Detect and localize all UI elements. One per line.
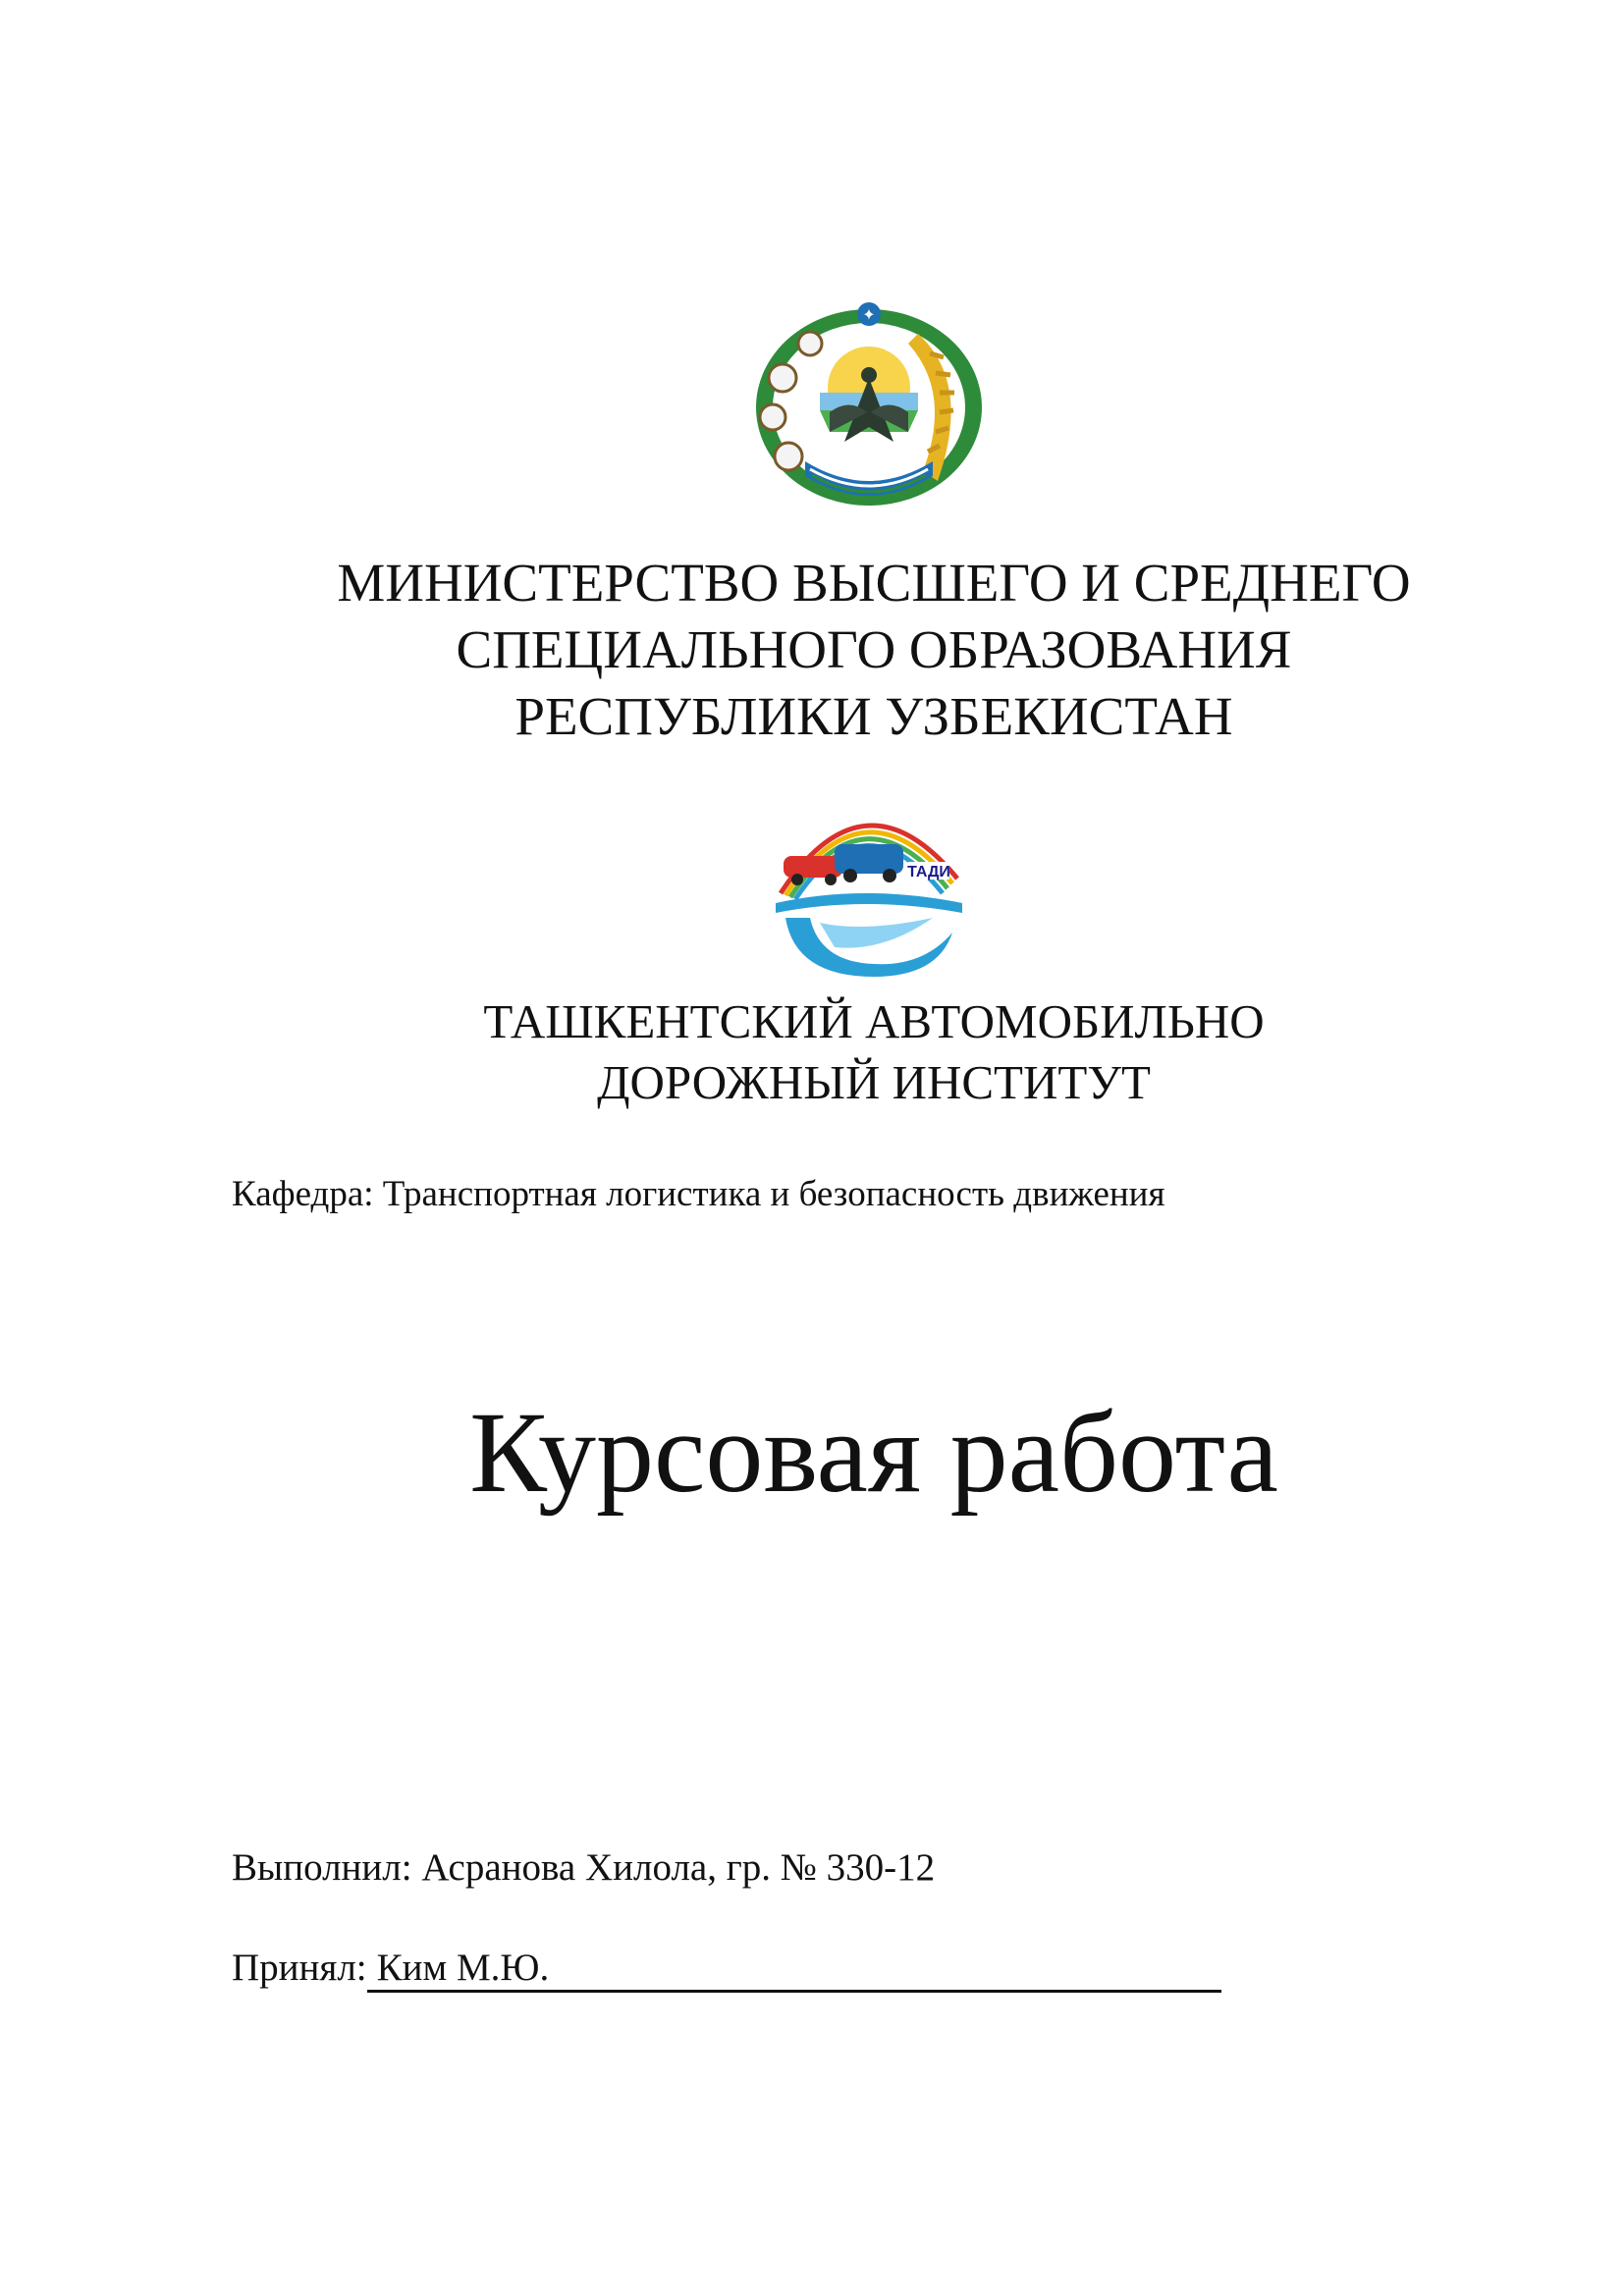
department-line: Кафедра: Транспортная логистика и безопасность движения <box>232 1174 1165 1214</box>
accepted-name: Ким М.Ю. <box>367 1946 1221 1993</box>
performer-line: Выполнил: Асранова Хилола, гр. № 330-12 <box>232 1846 936 1889</box>
institute-logo-icon <box>766 785 967 982</box>
ministry-line-3: РЕСПУБЛИКИ УЗБЕКИСТАН <box>514 686 1233 746</box>
document-title: Курсовая работа <box>469 1388 1278 1517</box>
institute-logo-text: ТАДИ <box>907 864 950 881</box>
accepted-label: Принял: <box>232 1947 367 1989</box>
state-emblem-icon <box>751 294 987 510</box>
svg-text:✦: ✦ <box>862 305 876 324</box>
ministry-line-2: СПЕЦИАЛЬНОГО ОБРАЗОВАНИЯ <box>456 619 1292 679</box>
accepted-line <box>232 1946 1221 1993</box>
ministry-line-1: МИНИСТЕРСТВО ВЫСШЕГО И СРЕДНЕГО <box>337 553 1411 613</box>
institute-heading <box>373 991 1375 1113</box>
ministry-heading <box>245 550 1502 750</box>
institute-line-1: ТАШКЕНТСКИЙ АВТОМОБИЛЬНО <box>483 994 1265 1048</box>
institute-line-2: ДОРОЖНЫЙ ИНСТИТУТ <box>597 1055 1151 1109</box>
